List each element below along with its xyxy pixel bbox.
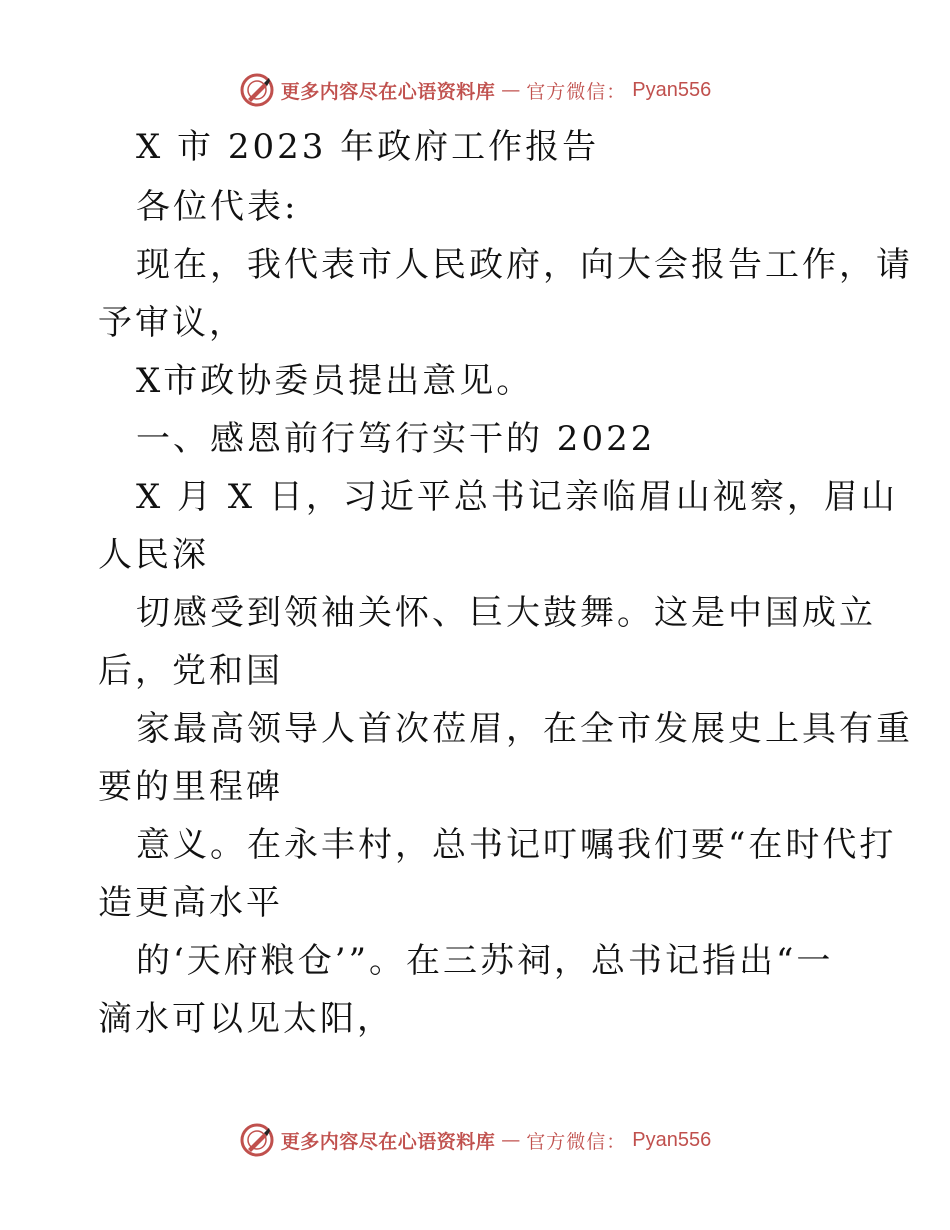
paragraph-line: 造更高水平 [98,883,283,923]
watermark-site-name: 更多内容尽在心语资料库 [280,1130,496,1153]
paragraph-line: 后，党和国 [98,651,283,691]
paragraph-line: 家最高领导人首次莅眉，在全市发展史上具有重 [136,709,913,749]
paragraph-line: 予审议， [98,303,246,343]
paragraph-line: 的‘天府粮仓’”。在三苏祠，总书记指出“一 [136,941,834,981]
document-title: X 市 2023 年政府工作报告 [136,127,600,167]
paragraph-line: 人民深 [98,535,209,575]
pen-logo-icon [239,1122,275,1158]
paragraph-line: X市政协委员提出意见。 [136,361,534,401]
watermark-wechat-id: Pyan556 [632,78,712,101]
section-heading: 一、感恩前行笃行实干的 2022 [136,419,656,459]
paragraph-line: X 月 X 日，习近平总书记亲临眉山视察，眉山 [136,477,898,517]
paragraph-line: 现在，我代表市人民政府，向大会报告工作，请 [136,245,913,285]
watermark-wechat-id: Pyan556 [632,1128,712,1151]
paragraph-line: 滴水可以见太阳， [98,999,394,1039]
watermark-dash: — [501,79,521,101]
footer-watermark [0,1120,950,1160]
watermark-wechat-label: 官方微信： [526,80,627,103]
paragraph-line: 要的里程碑 [98,767,283,807]
watermark-site-name: 更多内容尽在心语资料库 [280,80,496,103]
paragraph-line: 意义。在永丰村，总书记叮嘱我们要“在时代打 [136,825,897,865]
paragraph-line: 切感受到领袖关怀、巨大鼓舞。这是中国成立 [136,593,876,633]
salutation: 各位代表: [136,187,299,227]
watermark-wechat-label: 官方微信： [526,1130,627,1153]
pen-logo-icon [239,72,275,108]
watermark-dash: — [501,1129,521,1151]
header-watermark [0,70,950,110]
